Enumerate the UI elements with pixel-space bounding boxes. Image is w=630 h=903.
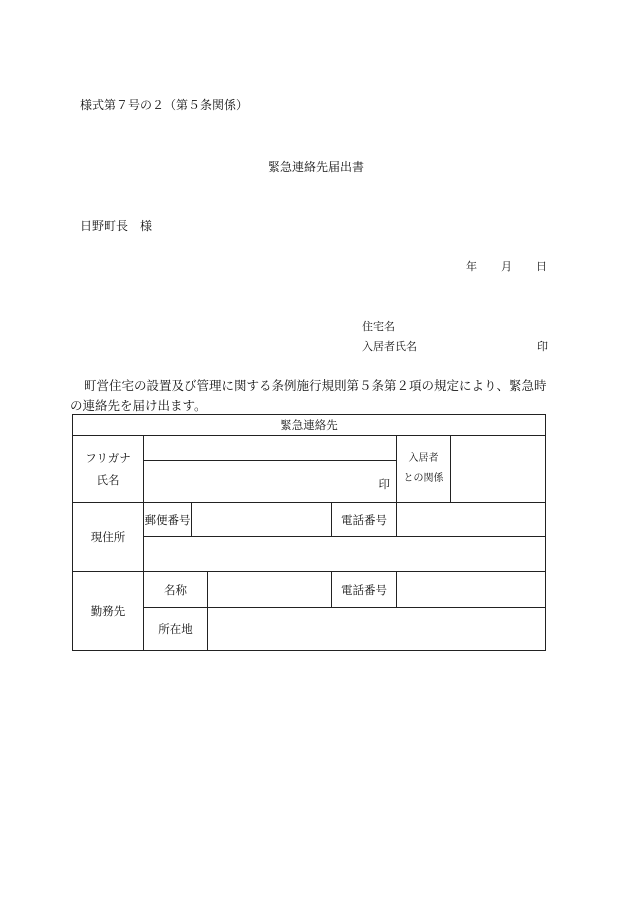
- name-label-cell: [73, 436, 144, 503]
- address-label: 現住所: [73, 503, 144, 572]
- company-name-field[interactable]: [208, 572, 332, 608]
- date-month-label: 月: [501, 260, 512, 273]
- phone-field[interactable]: [397, 503, 546, 537]
- addressee: 日野町長 様: [80, 219, 153, 233]
- location-label: 所在地: [144, 608, 208, 651]
- workplace-row-1: [73, 572, 546, 608]
- seal-mark: 印: [378, 477, 390, 491]
- relation-label-line2: との関係: [403, 473, 444, 484]
- date-year-label: 年: [466, 260, 477, 273]
- relation-label-line1: 入居者: [408, 453, 439, 464]
- work-phone-field[interactable]: [397, 572, 546, 608]
- company-name-label: 名称: [144, 572, 208, 608]
- name-label: 氏名: [96, 473, 120, 487]
- emergency-contact-table: [72, 414, 546, 651]
- resident-name-label: 入居者氏名: [362, 340, 417, 353]
- table-header: 緊急連絡先: [73, 415, 546, 436]
- phone-label: 電話番号: [332, 503, 397, 537]
- name-row: [73, 436, 546, 503]
- postal-code-label: 郵便番号: [144, 503, 192, 537]
- postal-code-field[interactable]: [192, 503, 332, 537]
- relation-label-cell: [397, 436, 451, 503]
- address-row-1: [73, 503, 546, 537]
- address-row-2: [73, 537, 546, 572]
- document-title: 緊急連絡先届出書: [268, 160, 365, 174]
- table-header-row: [73, 415, 546, 436]
- workplace-row-2: [73, 608, 546, 651]
- address-field[interactable]: [144, 537, 546, 572]
- name-input-cell[interactable]: [144, 436, 397, 503]
- furigana-divider: [144, 460, 396, 461]
- applicant-seal-mark: 印: [537, 340, 548, 353]
- date-day-label: 日: [536, 260, 547, 273]
- body-paragraph: 町営住宅の設置及び管理に関する条例施行規則第５条第２項の規定により、緊急時の連絡先を届け出ます。: [70, 378, 547, 413]
- furigana-label: フリガナ: [85, 451, 131, 465]
- workplace-label: 勤務先: [73, 572, 144, 651]
- relation-input-cell[interactable]: [451, 436, 546, 503]
- work-phone-label: 電話番号: [332, 572, 397, 608]
- housing-name-label: 住宅名: [362, 320, 395, 333]
- location-field[interactable]: [208, 608, 546, 651]
- form-number: 様式第７号の２（第５条関係）: [80, 98, 249, 112]
